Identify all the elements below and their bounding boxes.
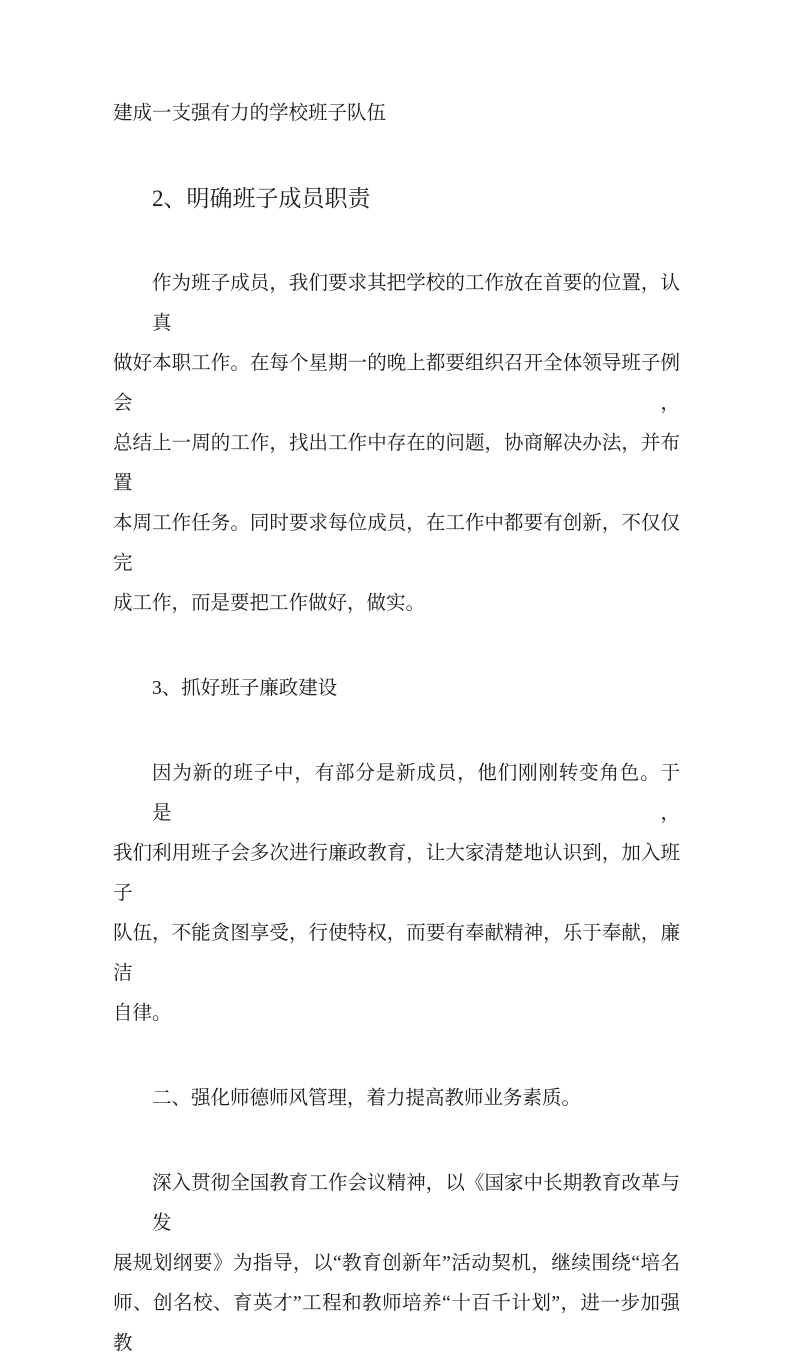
heading-item-3 bbox=[113, 669, 680, 709]
doc-line: 本周工作任务。同时要求每位成员，在工作中都要有创新，不仅仅完 bbox=[113, 513, 680, 574]
paragraph-body bbox=[113, 264, 680, 624]
doc-line: 作为班子成员，我们要求其把学校的工作放在首要的位置，认真 bbox=[152, 273, 680, 334]
doc-line: 我们利用班子会多次进行廉政教育，让大家清楚地认识到，加入班子 bbox=[113, 843, 680, 904]
section-heading-2 bbox=[113, 1079, 680, 1119]
doc-line: 建成一支强有力的学校班子队伍 bbox=[113, 103, 387, 124]
doc-line: 自律。 bbox=[113, 1003, 172, 1024]
heading-item-2 bbox=[113, 179, 680, 219]
doc-line: 总结上一周的工作，找出工作中存在的问题，协商解决办法，并布置 bbox=[113, 433, 680, 494]
paragraph-body bbox=[113, 754, 680, 1034]
heading-line: 二、强化师德师风管理，着力提高教师业务素质。 bbox=[152, 1088, 582, 1109]
document-content bbox=[113, 94, 680, 1364]
doc-line: 做好本职工作。在每个星期一的晚上都要组织召开全体领导班子例会， bbox=[113, 353, 680, 414]
heading-line: 3、抓好班子廉政建设 bbox=[152, 678, 338, 699]
doc-line: 展规划纲要》为指导，以“教育创新年”活动契机，继续围绕“培名 bbox=[113, 1253, 680, 1274]
doc-line: 师、创名校、育英才”工程和教师培养“十百千计划”，进一步加强教 bbox=[113, 1293, 680, 1354]
heading-line: 2、明确班子成员职责 bbox=[152, 186, 371, 211]
doc-line: 深入贯彻全国教育工作会议精神，以《国家中长期教育改革与发 bbox=[152, 1173, 680, 1234]
doc-line: 成工作，而是要把工作做好，做实。 bbox=[113, 593, 426, 614]
doc-line: 队伍，不能贪图享受，行使特权，而要有奉献精神，乐于奉献，廉洁 bbox=[113, 923, 680, 984]
paragraph-body bbox=[113, 1164, 680, 1364]
doc-line: 因为新的班子中，有部分是新成员，他们刚刚转变角色。于是， bbox=[152, 763, 680, 824]
paragraph-continuation bbox=[113, 94, 680, 134]
